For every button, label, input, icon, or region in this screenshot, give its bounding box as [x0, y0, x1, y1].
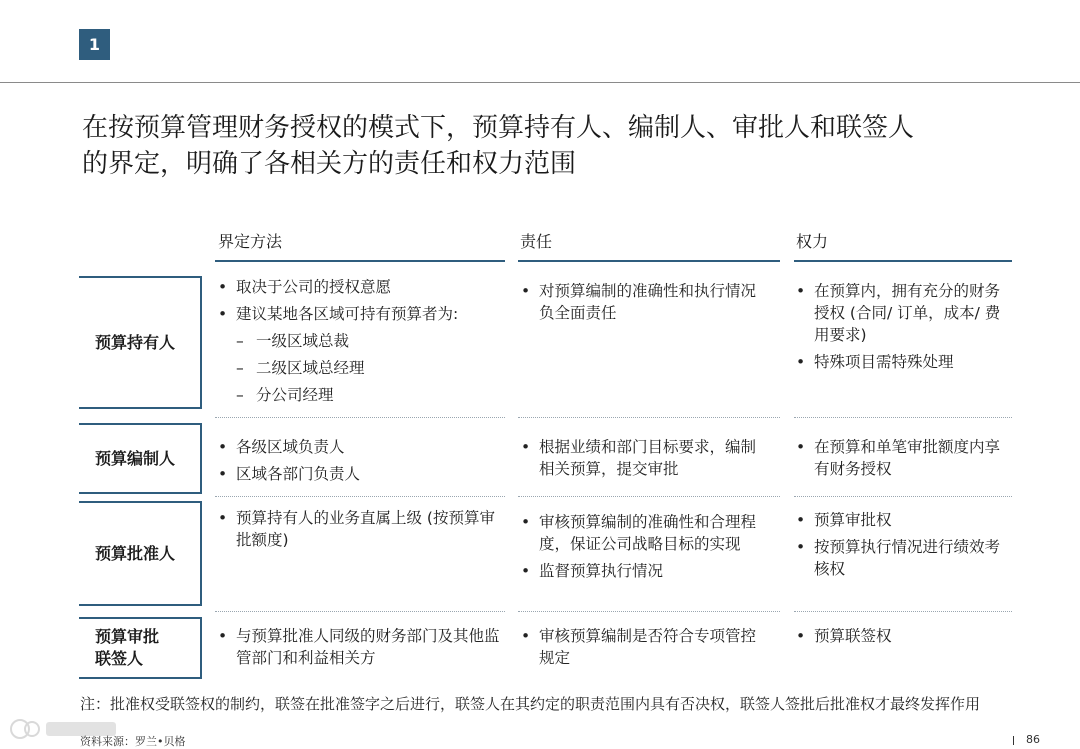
column-header-responsibility: 责任: [520, 232, 553, 251]
column-header-method: 界定方法: [218, 232, 283, 251]
list-item: • 特殊项目需特殊处理: [794, 351, 1008, 373]
list-item: • 根据业绩和部门目标要求，编制相关预算，提交审批: [519, 436, 769, 480]
list-item: • 预算持有人的业务直属上级 (按预算审批额度): [216, 507, 506, 551]
row-divider: [215, 611, 505, 612]
list-item: • 预算联签权: [794, 625, 1008, 647]
header-divider: [0, 82, 1080, 83]
column-header-authority: 权力: [796, 232, 829, 251]
title-line-1: 在按预算管理财务授权的模式下，预算持有人、编制人、审批人和联签人: [82, 113, 915, 143]
row1-method-cell: [216, 276, 506, 411]
list-item: • 取决于公司的授权意愿: [216, 276, 506, 298]
row-divider: [215, 417, 505, 418]
list-item: • 监督预算执行情况: [519, 560, 769, 582]
title-line-2: 的界定，明确了各相关方的责任和权力范围: [82, 149, 577, 179]
list-item: • 在预算内，拥有充分的财务授权 (合同/ 订单，成本/ 费用要求): [794, 280, 1008, 346]
row-label-text: [95, 626, 159, 670]
slide-title: [82, 110, 1042, 182]
column-rule-responsibility: [518, 260, 780, 262]
page-number: 86: [1026, 733, 1040, 746]
column-rule-method: [215, 260, 505, 262]
list-item: • 建议某地各区域可持有预算者为:: [216, 303, 506, 325]
list-item: • 审核预算编制是否符合专项管控规定: [519, 625, 769, 669]
list-item: • 区域各部门负责人: [216, 463, 506, 485]
list-item: • 与预算批准人同级的财务部门及其他监管部门和利益相关方: [216, 625, 506, 669]
sub-list-item: – 二级区域总经理: [216, 357, 506, 379]
column-rule-authority: [794, 260, 1012, 262]
row1-authority-cell: [794, 280, 1008, 378]
row-divider: [215, 496, 505, 497]
footnote: 注：批准权受联签权的制约，联签在批准签字之后进行，联签人在其约定的职责范围内具有否决权，联签人签批后批准权才最终发挥作用: [80, 695, 981, 713]
list-item: • 按预算执行情况进行绩效考核权: [794, 536, 1008, 580]
row2-method-cell: [216, 436, 506, 490]
row3-method-cell: [216, 507, 506, 556]
sub-list-item: – 一级区域总裁: [216, 330, 506, 352]
row4-responsibility-cell: [519, 625, 769, 674]
row3-responsibility-cell: [519, 511, 769, 587]
row-divider: [518, 611, 780, 612]
slide-number-badge: 1: [79, 29, 110, 60]
row-label-budget-cosigner: [79, 617, 202, 679]
list-item: • 在预算和单笔审批额度内享有财务授权: [794, 436, 1008, 480]
list-item: • 各级区域负责人: [216, 436, 506, 458]
row2-responsibility-cell: [519, 436, 769, 485]
row2-authority-cell: [794, 436, 1008, 485]
row1-responsibility-cell: [519, 280, 769, 329]
row4-method-cell: [216, 625, 506, 674]
list-item: • 预算审批权: [794, 509, 1008, 531]
row-label-budget-approver: 预算批准人: [79, 501, 202, 606]
row-label-line-2: 联签人: [95, 649, 144, 668]
row-label-budget-holder: 预算持有人: [79, 276, 202, 409]
sub-list-item: – 分公司经理: [216, 384, 506, 406]
row-divider: [794, 611, 1012, 612]
row-divider: [518, 496, 780, 497]
row-label-line-1: 预算审批: [95, 627, 160, 646]
row4-authority-cell: [794, 625, 1008, 652]
list-item: • 审核预算编制的准确性和合理程度，保证公司战略目标的实现: [519, 511, 769, 555]
source-text: 资料来源：罗兰•贝格: [80, 735, 186, 748]
row-divider: [794, 496, 1012, 497]
list-item: • 对预算编制的准确性和执行情况负全面责任: [519, 280, 769, 324]
row-divider: [794, 417, 1012, 418]
row-label-budget-preparer: 预算编制人: [79, 423, 202, 494]
page-divider: [1013, 736, 1014, 745]
row-divider: [518, 417, 780, 418]
row3-authority-cell: [794, 509, 1008, 585]
